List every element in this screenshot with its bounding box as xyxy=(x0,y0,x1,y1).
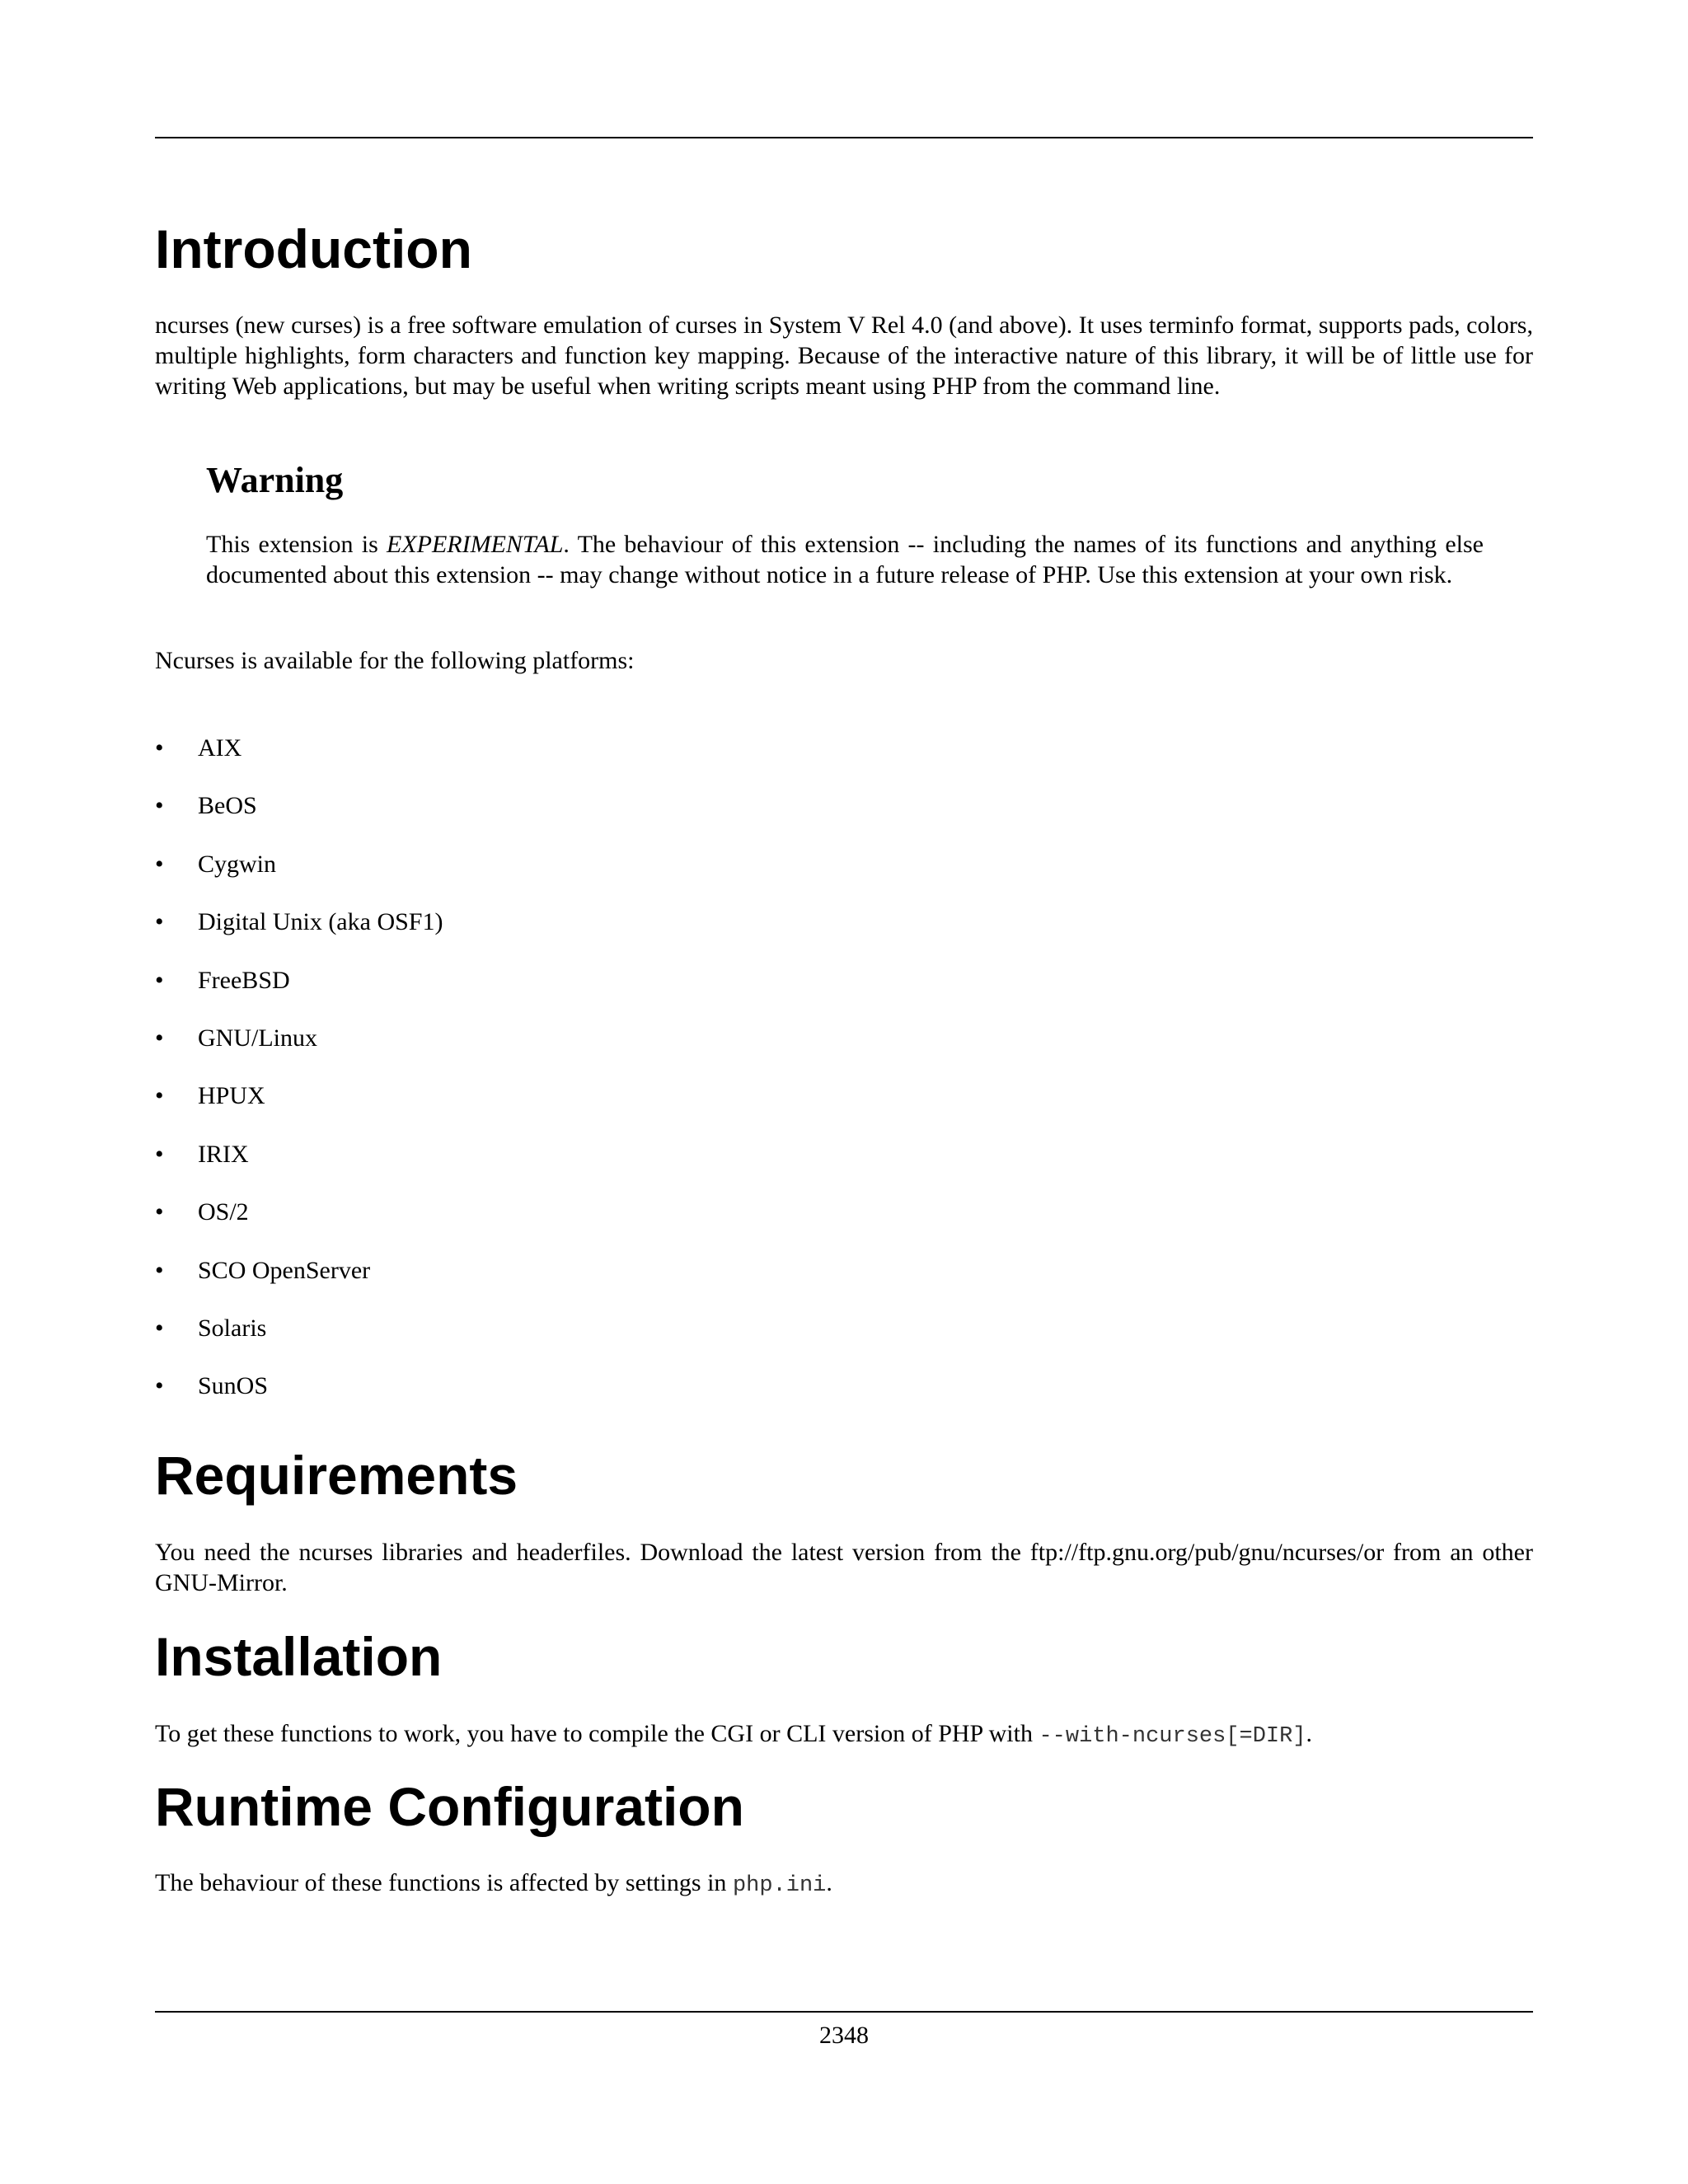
list-item-label: OS/2 xyxy=(198,1198,249,1226)
list-item-label: GNU/Linux xyxy=(198,1024,317,1052)
runtime-period: . xyxy=(826,1869,832,1896)
header-rule xyxy=(155,137,1533,138)
requirements-paragraph: You need the ncurses libraries and headerfiles. Download the latest version from the ftp://ftp.gnu.org/pub/gnu/ncurses/or from an other GNU-Mirror. xyxy=(155,1539,1533,1596)
introduction-heading: Introduction xyxy=(155,218,472,279)
list-item-label: AIX xyxy=(198,734,242,762)
list-item-label: SunOS xyxy=(198,1372,269,1400)
runtime-configuration-heading: Runtime Configuration xyxy=(155,1776,744,1837)
warning-title: Warning xyxy=(206,460,344,500)
bullet-icon: • xyxy=(155,1314,164,1342)
bullet-icon: • xyxy=(155,1372,164,1400)
bullet-icon: • xyxy=(155,792,164,820)
list-item-label: IRIX xyxy=(198,1140,249,1168)
page-number: 2348 xyxy=(819,2022,869,2049)
bullet-icon: • xyxy=(155,908,164,936)
bullet-icon: • xyxy=(155,1024,164,1052)
requirements-heading: Requirements xyxy=(155,1445,518,1506)
bullet-icon: • xyxy=(155,1140,164,1168)
list-item-label: SCO OpenServer xyxy=(198,1256,371,1284)
bullet-icon: • xyxy=(155,966,164,994)
installation-code: --with-ncurses[=DIR] xyxy=(1039,1724,1306,1749)
installation-period: . xyxy=(1306,1720,1313,1747)
warning-emphasis: EXPERIMENTAL xyxy=(386,531,564,558)
introduction-paragraph: ncurses (new curses) is a free software emulation of curses in System V Rel 4.0 (and above). It uses terminfo format, supports pads, colors, multiple highlights, form characters and function key mapping. Because of the interactive nature of this library, it will be of little use for writing Web applications, but may be useful when writing scripts meant using PHP from the command line. xyxy=(155,312,1533,400)
list-item-label: HPUX xyxy=(198,1082,265,1110)
bullet-icon: • xyxy=(155,1198,164,1226)
platforms-intro: Ncurses is available for the following platforms: xyxy=(155,647,635,674)
warning-text xyxy=(206,529,1484,590)
warning-text-start: This extension is xyxy=(206,531,387,558)
runtime-text: The behaviour of these functions is affected by settings in xyxy=(155,1869,733,1896)
bullet-icon: • xyxy=(155,734,164,762)
list-item-label: Solaris xyxy=(198,1314,267,1342)
list-item-label: BeOS xyxy=(198,792,257,820)
list-item-label: Cygwin xyxy=(198,850,277,878)
list-item-label: FreeBSD xyxy=(198,966,290,994)
warning-text-end: . The behaviour of this extension -- including the names of its functions and anything else documented about this extension -- may change without notice in a future release of PHP. Use this extension at your own risk. xyxy=(206,531,1484,588)
runtime-code: php.ini xyxy=(732,1873,827,1898)
list-item-label: Digital Unix (aka OSF1) xyxy=(198,908,443,936)
bullet-icon: • xyxy=(155,1256,164,1284)
bullet-icon: • xyxy=(155,1082,164,1110)
bullet-icon: • xyxy=(155,850,164,878)
installation-paragraph xyxy=(155,1718,1533,1752)
runtime-configuration-paragraph xyxy=(155,1868,1533,1901)
installation-text: To get these functions to work, you have to compile the CGI or CLI version of PHP with xyxy=(155,1720,1039,1747)
installation-heading: Installation xyxy=(155,1626,443,1687)
